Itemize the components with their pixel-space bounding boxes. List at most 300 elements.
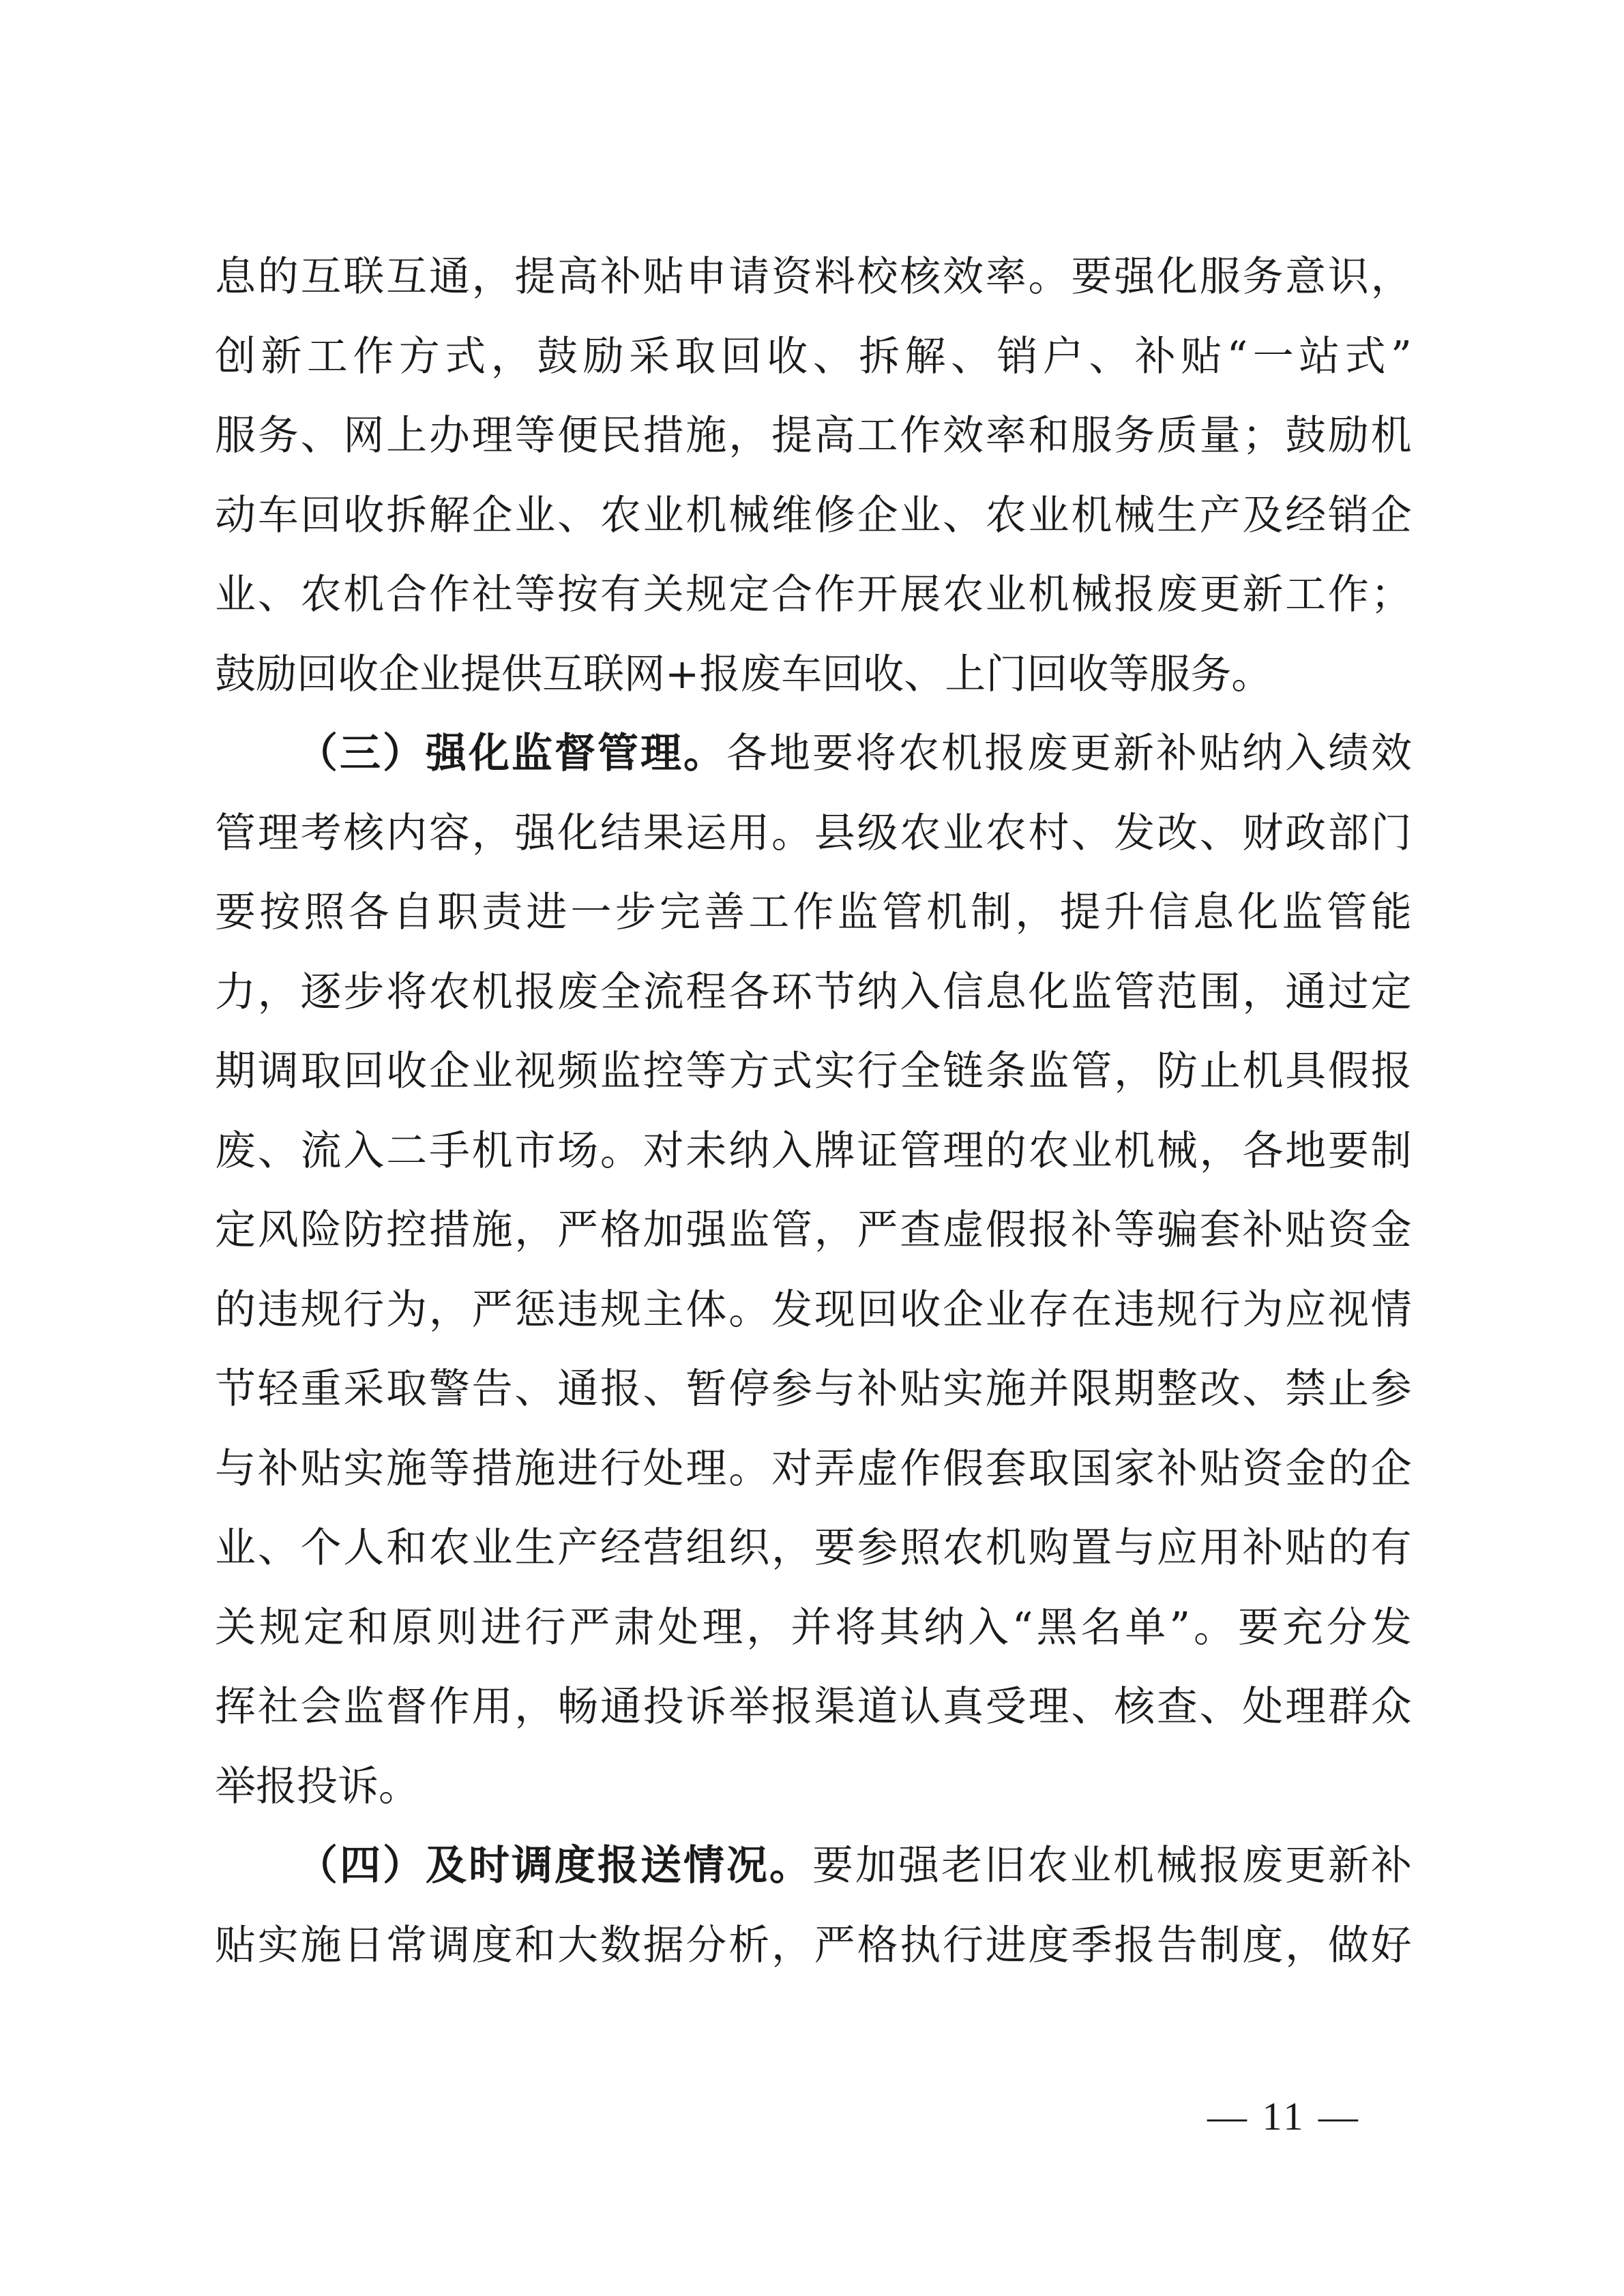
text-char: 核 bbox=[1114, 1683, 1155, 1731]
text-char: 械 bbox=[1156, 1127, 1198, 1175]
text-char: 理 bbox=[1285, 1683, 1327, 1731]
text-char: 社 bbox=[257, 1683, 299, 1731]
text-char: 期 bbox=[1114, 1365, 1155, 1413]
text-char: 式 bbox=[771, 1047, 812, 1095]
text-char: 供 bbox=[501, 650, 542, 698]
text-char: 。 bbox=[728, 1444, 770, 1493]
text-char: 、 bbox=[1089, 332, 1130, 381]
text-char: 拆 bbox=[386, 491, 428, 539]
text-char: 服 bbox=[215, 412, 256, 460]
text-char: 行 bbox=[857, 1047, 898, 1095]
page-number: — 11 — bbox=[1207, 2094, 1361, 2138]
text-char: 新 bbox=[1242, 571, 1284, 618]
text-char: 动 bbox=[215, 491, 256, 539]
text-char: 严 bbox=[569, 1603, 610, 1652]
text-char: 行 bbox=[525, 1603, 566, 1652]
text-char: 措 bbox=[428, 1206, 470, 1254]
text-char: 机 bbox=[1114, 1127, 1155, 1175]
text-char: 告 bbox=[1156, 1921, 1198, 1969]
text-char: 节 bbox=[814, 968, 855, 1016]
text-char: 通 bbox=[1285, 968, 1327, 1016]
text-char: 息 bbox=[985, 968, 1027, 1016]
text-char: 条 bbox=[985, 1047, 1027, 1095]
text-char: 化 bbox=[1028, 968, 1069, 1016]
text-char: 金 bbox=[1285, 1444, 1327, 1493]
paragraph-1 bbox=[215, 237, 1412, 714]
text-char: 规 bbox=[259, 1603, 300, 1652]
text-char: 送 bbox=[640, 1842, 681, 1890]
text-char: 黑 bbox=[1036, 1603, 1078, 1652]
text-char: 业 bbox=[1028, 491, 1069, 539]
text-char: 虚 bbox=[857, 1444, 898, 1493]
text-char: 做 bbox=[1327, 1921, 1369, 1969]
text-char: 发 bbox=[1370, 1603, 1412, 1652]
text-char: 环 bbox=[771, 968, 812, 1016]
text-char: 作 bbox=[428, 571, 470, 618]
text-char: 办 bbox=[428, 412, 470, 460]
text-char: 销 bbox=[996, 332, 1038, 381]
text-char: 等 bbox=[514, 412, 556, 460]
text-char: 管 bbox=[215, 809, 256, 857]
text-char: 强 bbox=[426, 730, 467, 777]
text-char: 处 bbox=[643, 1444, 684, 1493]
text-char: 参 bbox=[771, 1365, 812, 1413]
text-char: “ bbox=[1226, 332, 1248, 381]
text-char: 财 bbox=[1242, 809, 1284, 857]
text-char: 措 bbox=[471, 1444, 513, 1493]
text-char: 补 bbox=[1242, 1206, 1284, 1254]
text-char: 通 bbox=[600, 1683, 641, 1731]
text-char: 控 bbox=[386, 1206, 428, 1254]
text-char: 企 bbox=[1370, 1444, 1412, 1493]
text-char: 补 bbox=[1071, 1206, 1112, 1254]
text-line-with-heading bbox=[215, 1826, 1412, 1906]
text-char: 企 bbox=[471, 491, 513, 539]
text-char: 的 bbox=[1327, 1524, 1369, 1572]
text-char: 纳 bbox=[924, 1603, 964, 1652]
text-char: 资 bbox=[771, 253, 812, 301]
text-char: 三 bbox=[340, 730, 381, 777]
text-char: 定 bbox=[728, 571, 770, 618]
text-char: 方 bbox=[398, 332, 440, 381]
text-char: 效 bbox=[943, 253, 984, 301]
text-char: 经 bbox=[600, 1524, 641, 1572]
text-char: 旧 bbox=[984, 1842, 1025, 1890]
text-char: 料 bbox=[814, 253, 855, 301]
text-char: 县 bbox=[814, 809, 855, 857]
text-char: 拆 bbox=[859, 332, 900, 381]
text-char: 资 bbox=[1242, 1444, 1284, 1493]
text-char: 改 bbox=[1199, 1365, 1241, 1413]
text-char: 重 bbox=[300, 1365, 342, 1413]
text-char: 市 bbox=[514, 1127, 556, 1175]
text-char: 网 bbox=[624, 650, 665, 698]
text-char: 险 bbox=[300, 1206, 342, 1254]
text-char: 新 bbox=[1328, 1842, 1369, 1890]
text-char: 创 bbox=[215, 332, 256, 381]
text-char: ， bbox=[1285, 1921, 1327, 1969]
text-char: 进 bbox=[985, 1921, 1027, 1969]
text-char: 农 bbox=[428, 1524, 470, 1572]
text-char: 暂 bbox=[685, 1365, 727, 1413]
text-char: 农 bbox=[600, 491, 641, 539]
text-char: 报 bbox=[256, 1762, 297, 1810]
text-char: 及 bbox=[426, 1842, 467, 1890]
text-char: 、 bbox=[257, 1524, 299, 1572]
text-char: 、 bbox=[557, 491, 599, 539]
text-char: 回 bbox=[822, 650, 863, 698]
text-char: 执 bbox=[900, 1921, 941, 1969]
text-char: ， bbox=[514, 1206, 556, 1254]
text-char: 施 bbox=[514, 1444, 556, 1493]
text-char: 现 bbox=[814, 1285, 855, 1334]
text-char: 纳 bbox=[1242, 730, 1283, 777]
text-line bbox=[215, 476, 1412, 556]
text-char: 畅 bbox=[557, 1683, 599, 1731]
text-char: 维 bbox=[771, 491, 812, 539]
text-char: 经 bbox=[1285, 491, 1327, 539]
text-char: 化 bbox=[557, 809, 599, 857]
text-char: 报 bbox=[514, 968, 556, 1016]
text-char: 式 bbox=[1344, 332, 1386, 381]
text-char: 、 bbox=[943, 491, 984, 539]
text-char: 定 bbox=[303, 1603, 344, 1652]
text-char: ； bbox=[1370, 571, 1412, 618]
text-char: 理 bbox=[1028, 1683, 1069, 1731]
text-char: 率 bbox=[985, 253, 1027, 301]
text-char: 监 bbox=[343, 1683, 385, 1731]
text-char: 资 bbox=[1327, 1206, 1369, 1254]
text-char: 范 bbox=[1156, 968, 1198, 1016]
text-char: 报 bbox=[984, 730, 1025, 777]
text-char: 收 bbox=[1067, 650, 1109, 698]
text-char: 生 bbox=[1156, 491, 1198, 539]
text-char: 。 bbox=[683, 730, 724, 777]
text-char: 监 bbox=[1028, 1047, 1069, 1095]
text-char: 贴 bbox=[1181, 332, 1222, 381]
paragraph-2 bbox=[215, 714, 1412, 1826]
text-char: 产 bbox=[1199, 491, 1241, 539]
text-char: 服 bbox=[1199, 253, 1241, 301]
text-char: 管 bbox=[1326, 889, 1368, 936]
text-char: 挥 bbox=[215, 1683, 256, 1731]
text-char: ， bbox=[1370, 253, 1412, 301]
text-char: 并 bbox=[791, 1603, 832, 1652]
text-char: 视 bbox=[514, 1047, 556, 1095]
text-char: 入 bbox=[343, 1127, 385, 1175]
text-char: 度 bbox=[1242, 1921, 1284, 1969]
text-char: 力 bbox=[215, 968, 256, 1016]
text-char: 废 bbox=[1156, 571, 1198, 618]
text-char: 补 bbox=[1371, 1842, 1412, 1890]
text-char: 流 bbox=[643, 968, 684, 1016]
text-char: 补 bbox=[857, 1365, 898, 1413]
text-char: 补 bbox=[600, 253, 641, 301]
text-char: 止 bbox=[1199, 1047, 1241, 1095]
text-char: 度 bbox=[1028, 1921, 1069, 1969]
text-char: 严 bbox=[814, 1921, 855, 1969]
text-char: ， bbox=[471, 809, 513, 857]
text-char: 制 bbox=[971, 889, 1012, 936]
text-char: 和 bbox=[386, 1524, 428, 1572]
text-char: 率 bbox=[985, 412, 1027, 460]
text-char: 督 bbox=[386, 1683, 428, 1731]
text-char: 场 bbox=[557, 1127, 599, 1175]
paragraph-3 bbox=[215, 1826, 1412, 1985]
text-char: 果 bbox=[643, 809, 684, 857]
text-char: 行 bbox=[1199, 1285, 1241, 1334]
text-char: 组 bbox=[685, 1524, 727, 1572]
text-char: 运 bbox=[685, 809, 727, 857]
text-char: 地 bbox=[1285, 1127, 1327, 1175]
text-char: 效 bbox=[943, 412, 984, 460]
text-char: ） bbox=[383, 730, 424, 777]
text-char: 按 bbox=[259, 889, 301, 936]
text-char: 务 bbox=[257, 412, 299, 460]
text-char: 视 bbox=[1327, 1285, 1369, 1334]
text-char: 的 bbox=[257, 253, 299, 301]
text-char: 报 bbox=[1114, 1921, 1155, 1969]
text-char: 格 bbox=[857, 1921, 898, 1969]
text-char: 提 bbox=[514, 253, 556, 301]
text-char: ” bbox=[1391, 332, 1412, 381]
text-char: 农 bbox=[1027, 1842, 1068, 1890]
text-char: 机 bbox=[471, 968, 513, 1016]
text-char: 频 bbox=[557, 1047, 599, 1095]
text-char: 理 bbox=[685, 1444, 727, 1493]
text-line bbox=[215, 1747, 1412, 1827]
text-char: 废 bbox=[1242, 1842, 1283, 1890]
text-char: 贴 bbox=[300, 1444, 342, 1493]
text-char: 投 bbox=[297, 1762, 338, 1810]
text-char: 业 bbox=[471, 1524, 513, 1572]
text-char: 更 bbox=[1199, 571, 1241, 618]
text-line bbox=[215, 555, 1412, 635]
text-char: ， bbox=[1199, 1127, 1241, 1175]
text-char: 、 bbox=[812, 332, 854, 381]
text-char: ， bbox=[1114, 1047, 1155, 1095]
text-char: 防 bbox=[343, 1206, 385, 1254]
text-char: 解 bbox=[904, 332, 946, 381]
text-char: 机 bbox=[685, 491, 727, 539]
text-char: 析 bbox=[728, 1921, 770, 1969]
text-char: 取 bbox=[300, 1047, 342, 1095]
text-char: 管 bbox=[597, 730, 638, 777]
text-line-with-heading bbox=[215, 714, 1412, 794]
text-char: 贴 bbox=[1285, 1206, 1327, 1254]
text-char: 度 bbox=[555, 1842, 595, 1890]
text-char: 械 bbox=[728, 491, 770, 539]
text-char: 理 bbox=[943, 1127, 984, 1175]
text-char: 新 bbox=[1113, 730, 1154, 777]
text-char: 贴 bbox=[643, 253, 684, 301]
text-char: 结 bbox=[600, 809, 641, 857]
text-char: 管 bbox=[771, 1206, 812, 1254]
text-char: 强 bbox=[898, 1842, 939, 1890]
text-char: 机 bbox=[926, 889, 967, 936]
text-char: 上 bbox=[945, 650, 986, 698]
text-char: 业 bbox=[985, 1285, 1027, 1334]
text-char: 围 bbox=[1199, 968, 1241, 1016]
text-char: 行 bbox=[600, 1444, 641, 1493]
text-char: 举 bbox=[215, 1762, 256, 1810]
text-char: 收 bbox=[767, 332, 808, 381]
text-char: 械 bbox=[1071, 571, 1112, 618]
text-char: 调 bbox=[512, 1842, 552, 1890]
text-char: 农 bbox=[943, 1524, 984, 1572]
text-char: ， bbox=[490, 332, 532, 381]
text-char: 管 bbox=[1114, 968, 1155, 1016]
text-line bbox=[215, 1667, 1412, 1747]
text-char: 解 bbox=[428, 491, 470, 539]
text-char: 警 bbox=[428, 1365, 470, 1413]
text-char: 况 bbox=[726, 1842, 767, 1890]
text-char: 村 bbox=[1028, 809, 1069, 857]
text-char: 用 bbox=[471, 1683, 513, 1731]
text-char: 化 bbox=[1156, 253, 1198, 301]
text-char: 处 bbox=[1242, 1683, 1284, 1731]
text-char: 一 bbox=[1252, 332, 1294, 381]
document-body bbox=[215, 237, 1412, 1985]
text-char: 联 bbox=[343, 253, 385, 301]
text-char: 农 bbox=[1028, 1127, 1069, 1175]
text-line bbox=[215, 317, 1412, 397]
text-char: 度 bbox=[471, 1921, 513, 1969]
text-char: 业 bbox=[419, 650, 460, 698]
text-char: 牌 bbox=[814, 1127, 855, 1175]
text-char: 轻 bbox=[257, 1365, 299, 1413]
text-char: 通 bbox=[557, 1365, 599, 1413]
text-char: 在 bbox=[1071, 1285, 1112, 1334]
text-char: 高 bbox=[557, 253, 599, 301]
text-char: 、 bbox=[300, 412, 342, 460]
text-char: 施 bbox=[300, 1921, 342, 1969]
text-char: 四 bbox=[340, 1842, 381, 1890]
text-char: 流 bbox=[300, 1127, 342, 1175]
text-char: 严 bbox=[557, 1206, 599, 1254]
text-char: 按 bbox=[557, 571, 599, 618]
text-char: 补 bbox=[1156, 1444, 1198, 1493]
text-char: 对 bbox=[771, 1444, 812, 1493]
text-char: 展 bbox=[900, 571, 941, 618]
text-char: 机 bbox=[1113, 1842, 1154, 1890]
text-char: 回 bbox=[720, 332, 762, 381]
text-char: 贴 bbox=[1199, 1444, 1241, 1493]
text-char: 施 bbox=[471, 1206, 513, 1254]
text-char: 诉 bbox=[338, 1762, 379, 1810]
text-char: 提 bbox=[1059, 889, 1101, 936]
text-char: 提 bbox=[771, 412, 812, 460]
text-char: 管 bbox=[881, 889, 923, 936]
text-char: 机 bbox=[941, 730, 982, 777]
text-char: 未 bbox=[685, 1127, 727, 1175]
text-char: 止 bbox=[1327, 1365, 1369, 1413]
text-char: 具 bbox=[1285, 1047, 1327, 1095]
text-char: 常 bbox=[386, 1921, 428, 1969]
text-char: 链 bbox=[943, 1047, 984, 1095]
text-char: 容 bbox=[428, 809, 470, 857]
text-char: 照 bbox=[900, 1524, 941, 1572]
text-char: 业 bbox=[215, 1524, 256, 1572]
text-char: 回 bbox=[343, 1047, 385, 1095]
text-char: 、 bbox=[257, 1127, 299, 1175]
text-char: 的 bbox=[1327, 1444, 1369, 1493]
text-char: 各 bbox=[1242, 1127, 1284, 1175]
text-char: 要 bbox=[812, 1842, 853, 1890]
text-char: 核 bbox=[900, 253, 941, 301]
text-char: 新 bbox=[261, 332, 302, 381]
text-char: 要 bbox=[1327, 1127, 1369, 1175]
text-line bbox=[215, 1032, 1412, 1112]
text-char: 监 bbox=[1071, 968, 1112, 1016]
text-line bbox=[215, 237, 1412, 317]
text-char: 施 bbox=[985, 1365, 1027, 1413]
text-char: 业 bbox=[471, 1047, 513, 1095]
text-char: 补 bbox=[257, 1444, 299, 1493]
text-char: 站 bbox=[1299, 332, 1340, 381]
text-char: 企 bbox=[428, 1047, 470, 1095]
text-char: 监 bbox=[1282, 889, 1323, 936]
text-char: 取 bbox=[675, 332, 716, 381]
text-char: 开 bbox=[857, 571, 898, 618]
text-char: 照 bbox=[304, 889, 345, 936]
text-char: 善 bbox=[704, 889, 745, 936]
text-char: 发 bbox=[771, 1285, 812, 1334]
text-char: 假 bbox=[943, 1444, 984, 1493]
text-char: 报 bbox=[699, 650, 741, 698]
text-char: 报 bbox=[1370, 1047, 1412, 1095]
text-char: 等 bbox=[685, 1047, 727, 1095]
text-char: 节 bbox=[215, 1365, 256, 1413]
text-char: 作 bbox=[793, 889, 834, 936]
text-char: 用 bbox=[728, 809, 770, 857]
text-char: 高 bbox=[814, 412, 855, 460]
text-char: 个 bbox=[300, 1524, 342, 1572]
text-char: 、 bbox=[1071, 1683, 1112, 1731]
text-char: 更 bbox=[1070, 730, 1111, 777]
text-char: 报 bbox=[771, 1683, 812, 1731]
text-char: 网 bbox=[343, 412, 385, 460]
text-char: 定 bbox=[215, 1206, 256, 1254]
text-char: 工 bbox=[857, 412, 898, 460]
text-char: 门 bbox=[1370, 809, 1412, 857]
text-char: 违 bbox=[1114, 1285, 1155, 1334]
text-char: 采 bbox=[343, 1365, 385, 1413]
text-char: 用 bbox=[1199, 1524, 1241, 1572]
text-char: 据 bbox=[643, 1921, 684, 1969]
text-char: 信 bbox=[943, 968, 984, 1016]
text-char: ， bbox=[471, 253, 513, 301]
text-char: 原 bbox=[392, 1603, 433, 1652]
text-char: 补 bbox=[1134, 332, 1176, 381]
text-line bbox=[215, 1270, 1412, 1350]
text-char: 绩 bbox=[1328, 730, 1369, 777]
text-char: 、 bbox=[643, 1365, 684, 1413]
text-char: ） bbox=[383, 1842, 424, 1890]
text-char: 骗 bbox=[1156, 1206, 1198, 1254]
text-char: 将 bbox=[855, 730, 896, 777]
text-char: ， bbox=[814, 1206, 855, 1254]
text-char: “ bbox=[1012, 1603, 1033, 1652]
text-char: 格 bbox=[600, 1206, 641, 1254]
text-char: 套 bbox=[985, 1444, 1027, 1493]
text-line bbox=[215, 1508, 1412, 1588]
text-char: 改 bbox=[1156, 809, 1198, 857]
text-char: 回 bbox=[297, 650, 338, 698]
text-char: 收 bbox=[343, 491, 385, 539]
text-char: 贴 bbox=[1199, 730, 1240, 777]
text-char: 贴 bbox=[900, 1365, 941, 1413]
